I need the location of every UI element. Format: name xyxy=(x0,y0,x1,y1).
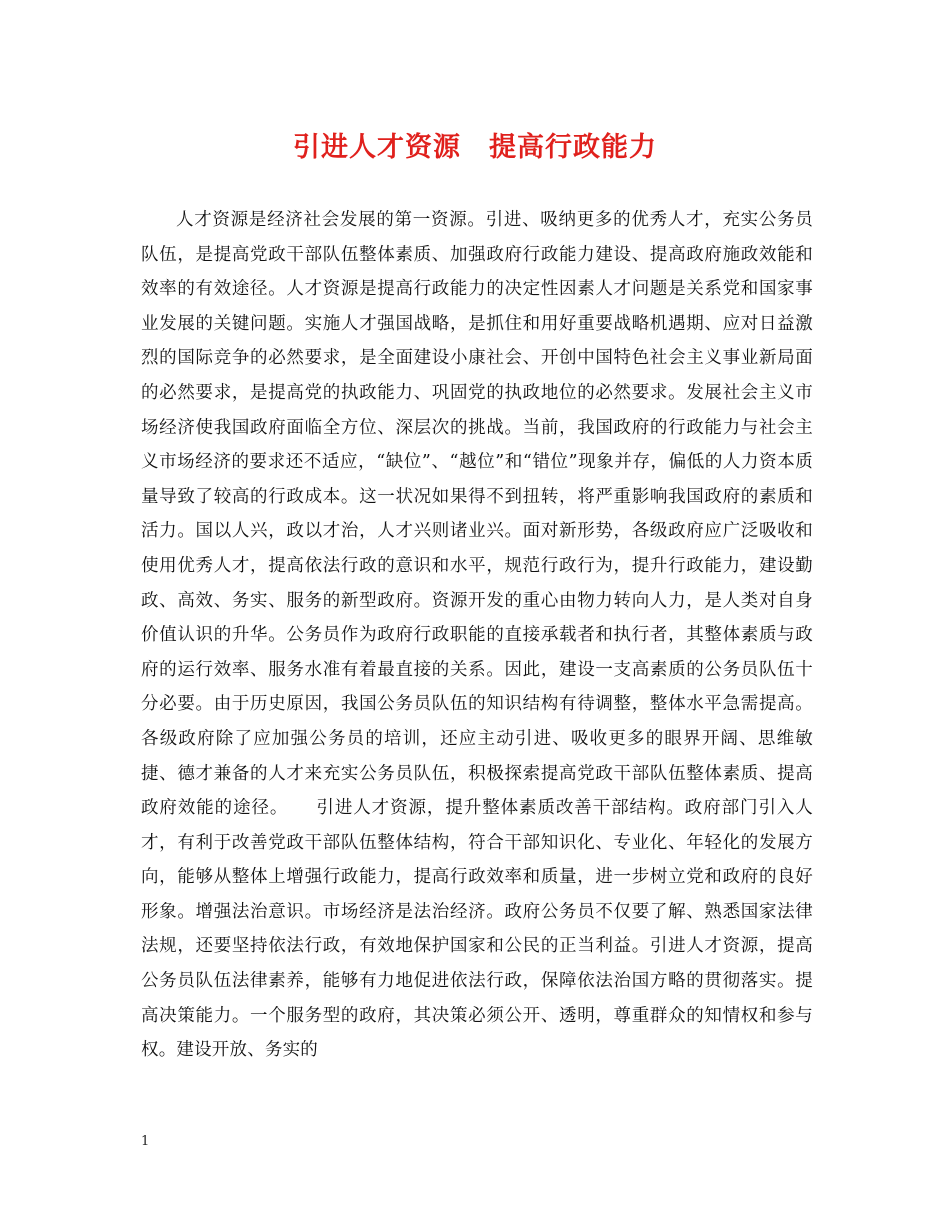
document-title: 引进人才资源 提高行政能力 xyxy=(293,132,657,163)
page-number: 1 xyxy=(141,1134,150,1149)
body-paragraph: 人才资源是经济社会发展的第一资源。引进、吸纳更多的优秀人才，充实公务员队伍，是提高党政干部队伍整体素质、加强政府行政能力建设、提高政府施政效能和效率的有效途径。人才资源是提高行政能力的决定性因素人才问题是关系党和国家事业发展的关键问题。实施人才强国战略，是抓住和用好重要战略机遇期、应对日益激烈的国际竞争的必然要求，是全面建设小康社会、开创中国特色社会主义事业新局面的必然要求，是提高党的执政能力、巩固党的执政地位的必然要求。发展社会主义市场经济使我国政府面临全方位、深层次的挑战。当前，我国政府的行政能力与社会主义市场经济的要求还不适应，“缺位”、“越位”和“错位”现象并存，偏低的人力资本质量导致了较高的行政成本。这一状况如果得不到扭转，将严重影响我国政府的素质和活力。国以人兴，政以才治，人才兴则诸业兴。面对新形势，各级政府应广泛吸收和使用优秀人才，提高依法行政的意识和水平，规范行政行为，提升行政能力，建设勤政、高效、务实、服务的新型政府。资源开发的重心由物力转向人力，是人类对自身价值认识的升华。公务员作为政府行政职能的直接承载者和执行者，其整体素质与政府的运行效率、服务水准有着最直接的关系。因此，建设一支高素质的公务员队伍十分必要。由于历史原因，我国公务员队伍的知识结构有待调整，整体水平急需提高。各级政府除了应加强公务员的培训，还应主动引进、吸收更多的眼界开阔、思维敏捷、德才兼备的人才来充实公务员队伍，积极探索提高党政干部队伍整体素质、提高政府效能的途径。 引进人才资源，提升整体素质改善干部结构。政府部门引入人才，有利于改善党政干部队伍整体结构，符合干部知识化、专业化、年轻化的发展方向，能够从整体上增强行政能力，提高行政效率和质量，进一步树立党和政府的良好形象。增强法治意识。市场经济是法治经济。政府公务员不仅要了解、熟悉国家法律法规，还要坚持依法行政，有效地保护国家和公民的正当利益。引进人才资源，提高公务员队伍法律素养，能够有力地促进依法行政，保障依法治国方略的贯彻落实。提高决策能力。一个服务型的政府，其决策必须公开、透明，尊重群众的知情权和参与权。建设开放、务实的 xyxy=(141,210,813,1061)
